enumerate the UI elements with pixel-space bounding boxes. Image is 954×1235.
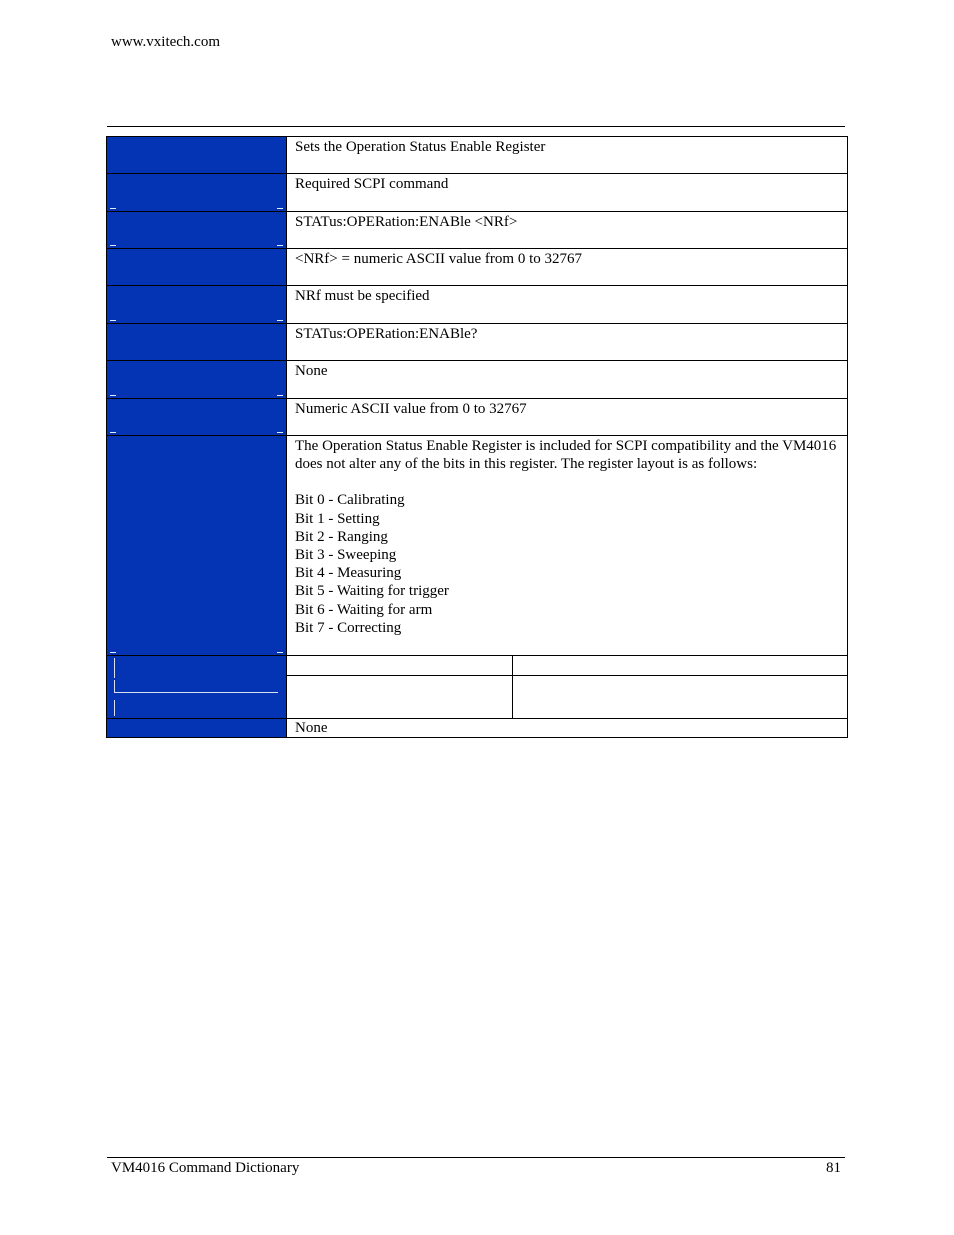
table-row — [107, 286, 848, 324]
cell-line — [114, 692, 278, 693]
spacer — [295, 473, 839, 491]
table-row — [107, 174, 848, 212]
value-cell — [287, 436, 848, 656]
description-paragraph: The Operation Status Enable Register is included for SCPI compatibility and the VM4016 does not alter any of the bits in this register. The register layout is as follows: — [295, 438, 837, 473]
label-cell — [107, 361, 287, 399]
sub-table-cell — [287, 675, 512, 718]
bit-line: Bit 0 - Calibrating — [295, 492, 405, 509]
footer-rule — [107, 1157, 845, 1158]
label-cell — [107, 212, 287, 249]
value-cell — [287, 286, 848, 324]
table-row — [107, 361, 848, 399]
site-url: www.vxitech.com — [111, 34, 220, 50]
sub-table — [287, 656, 847, 718]
command-table — [106, 136, 848, 738]
query-syntax-value: STATus:OPERation:ENABle? — [295, 326, 478, 342]
see-also-value: None — [295, 720, 328, 736]
subtable-cell — [287, 656, 848, 719]
header-rule — [107, 126, 845, 127]
value-cell — [287, 719, 848, 738]
sub-table-cell — [512, 675, 847, 718]
table-row — [107, 436, 848, 656]
bit-line: Bit 2 - Ranging — [295, 528, 388, 545]
sub-table-cell — [512, 656, 847, 675]
table-row — [107, 137, 848, 174]
value-cell — [287, 249, 848, 286]
cell-tick — [110, 208, 116, 209]
cell-line — [114, 700, 115, 716]
page-number: 81 — [826, 1160, 841, 1176]
table-row — [107, 719, 848, 738]
type-value: Required SCPI command — [295, 176, 449, 192]
bit-line: Bit 4 - Measuring — [295, 565, 402, 582]
label-cell — [107, 137, 287, 174]
table-row — [107, 399, 848, 436]
query-response-value: Numeric ASCII value from 0 to 32767 — [295, 401, 527, 417]
cell-tick — [110, 652, 116, 653]
syntax-value: STATus:OPERation:ENABle <NRf> — [295, 214, 518, 230]
cell-tick — [277, 652, 283, 653]
table-row — [107, 212, 848, 249]
cell-tick — [277, 432, 283, 433]
bit-line: Bit 3 - Sweeping — [295, 547, 397, 564]
label-cell — [107, 324, 287, 361]
cell-tick — [277, 320, 283, 321]
table-row — [107, 656, 848, 719]
label-cell — [107, 174, 287, 212]
value-cell — [287, 212, 848, 249]
value-cell — [287, 137, 848, 174]
table-row — [287, 656, 847, 675]
cell-tick — [110, 245, 116, 246]
table-row — [107, 324, 848, 361]
label-cell — [107, 436, 287, 656]
bit-line: Bit 7 - Correcting — [295, 619, 402, 636]
default-value: NRf must be specified — [295, 288, 430, 304]
sub-table-cell — [287, 656, 512, 675]
description-block — [287, 436, 847, 637]
query-parameters-value: None — [295, 363, 328, 379]
label-cell — [107, 399, 287, 436]
cell-line — [114, 680, 115, 692]
bit-line: Bit 1 - Setting — [295, 510, 380, 527]
cell-line — [114, 658, 115, 678]
bit-line: Bit 5 - Waiting for trigger — [295, 583, 449, 600]
table-row — [287, 675, 847, 718]
cell-tick — [110, 320, 116, 321]
footer-title: VM4016 Command Dictionary — [111, 1160, 300, 1176]
table-row — [107, 249, 848, 286]
cell-tick — [277, 245, 283, 246]
cell-tick — [277, 395, 283, 396]
value-cell — [287, 174, 848, 212]
description-value: Sets the Operation Status Enable Register — [295, 139, 546, 155]
value-cell — [287, 361, 848, 399]
label-cell — [107, 286, 287, 324]
bit-line: Bit 6 - Waiting for arm — [295, 601, 433, 618]
label-cell — [107, 719, 287, 738]
value-cell — [287, 399, 848, 436]
cell-tick — [110, 432, 116, 433]
label-cell — [107, 656, 287, 719]
value-cell — [287, 324, 848, 361]
parameters-value: <NRf> = numeric ASCII value from 0 to 32767 — [295, 251, 583, 267]
cell-tick — [277, 208, 283, 209]
cell-tick — [110, 395, 116, 396]
label-cell — [107, 249, 287, 286]
